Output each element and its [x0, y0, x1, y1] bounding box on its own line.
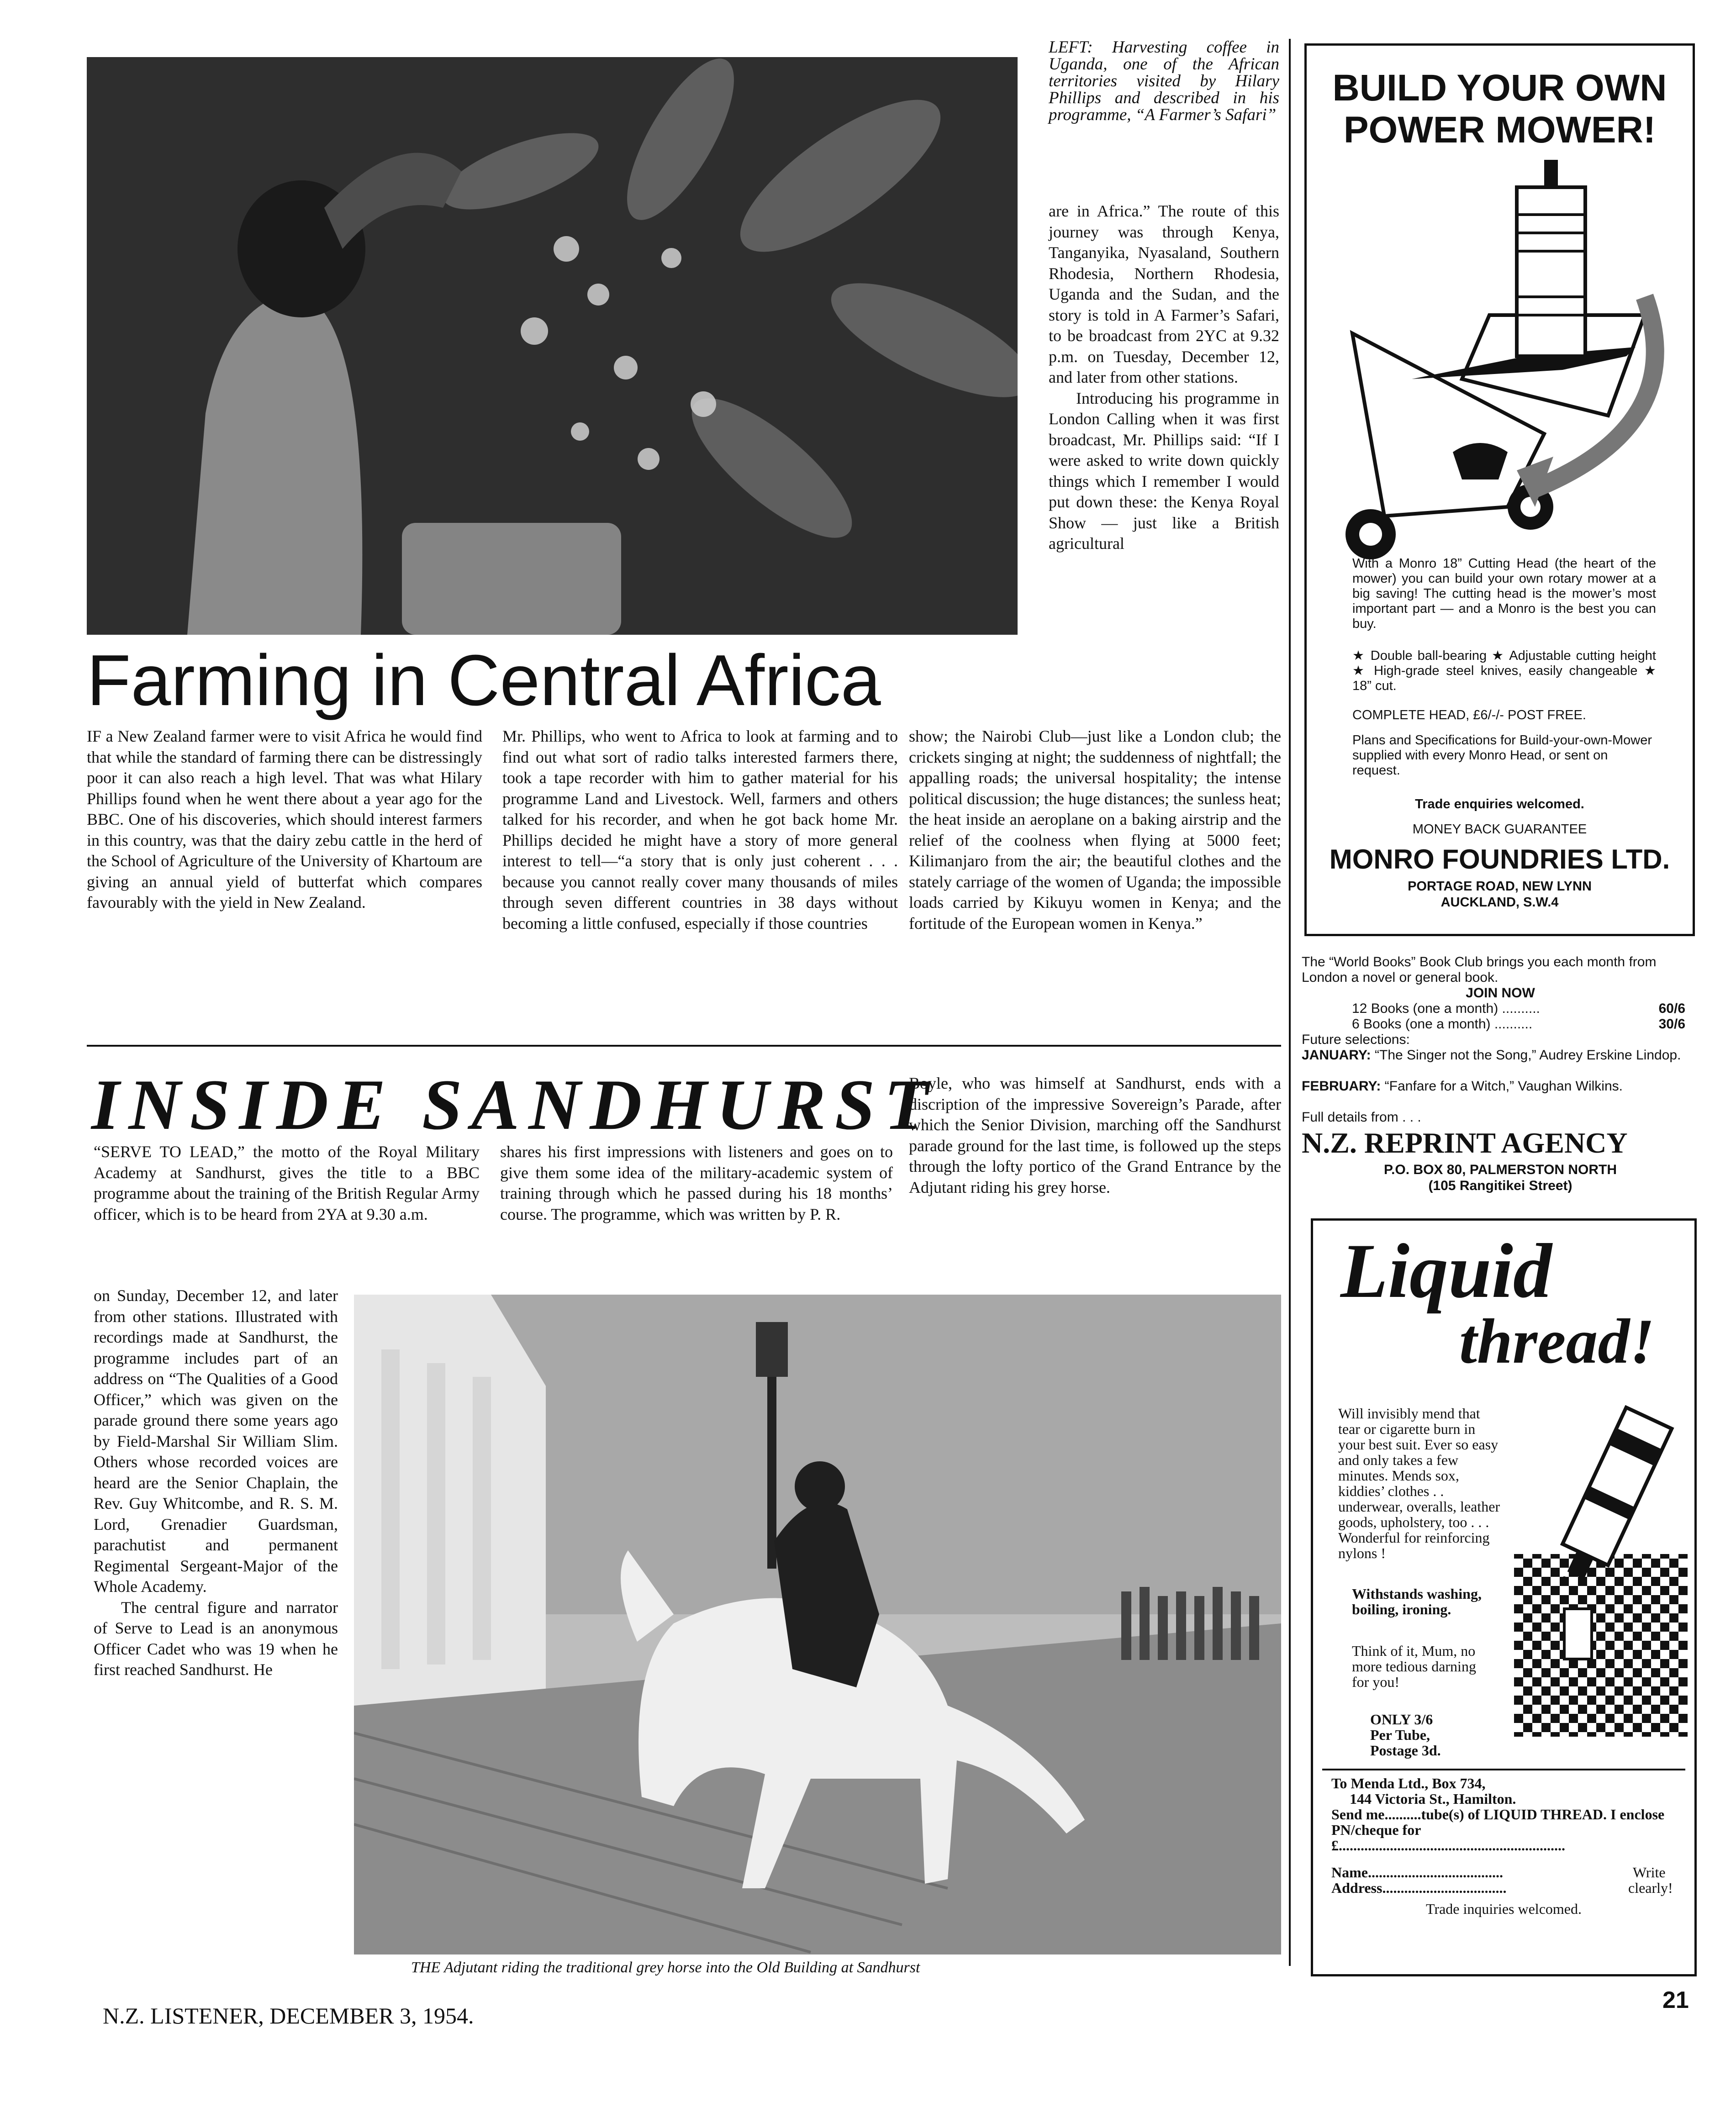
books-offer-1-price: 60/6 [1658, 1001, 1685, 1016]
books-intro: The “World Books” Book Club brings you each month from London a novel or general book. [1302, 954, 1657, 985]
books-offer-2-label: 6 Books (one a month) .......... [1352, 1017, 1533, 1032]
sandhurst-column-2: shares his first impressions with listeners and goes on to give them some idea of the military-academic system of training through which he passed during his 18 months’ course. The programme, which was written by P. R. [500, 1143, 893, 1223]
mower-advertisement [1304, 43, 1695, 936]
liquid-thread-brand-1: Liquid [1340, 1228, 1552, 1314]
books-offer-2 [1352, 1017, 1685, 1032]
books-join: JOIN NOW [1466, 985, 1535, 1001]
books-details: Full details from . . . [1302, 1110, 1421, 1125]
paragraph: are in Africa.” The route of this journey was through Kenya, Tanganyika, Nyasaland, Southern Rhodesia, Northern Rhodesia, Uganda and the Sudan, and the story is told in A Farmer’s Safari, to be broadcast from 2YC at 9.32 p.m. on Tuesday, December 12, and later from other stations. [1049, 202, 1279, 386]
farming-column-2: Mr. Phillips, who went to Africa to look at farming and to find out what sort of radio talks interested farmers there, took a tape recorder with him to gather material for his programme Land and Livestock. Well, farmers and others talked for his recorder, and when he got back home Mr. Phillips decided he might have a story of more general interest to tell—“a story that is only just coherent . . . because you cannot really cover many thousands of miles through seven different countries in 38 days without becoming a little confused, especially if those countries [502, 727, 898, 932]
sandhurst-adjutant-photo [354, 1295, 1281, 1954]
mower-plans: Plans and Specifications for Build-your-own-Mower supplied with every Monro Head, or sent on request. [1352, 733, 1652, 778]
sandhurst-headline: INSIDE SANDHURST [91, 1065, 938, 1145]
books-offer-2-price: 30/6 [1658, 1017, 1685, 1032]
farming-column-1: IF a New Zealand farmer were to visit Africa he would find that while the standard of farming there can be distressingly poor it can also reach a high level. That was what Hilary Phillips found when he went there about a year ago for the BBC. One of his discoveries, which should interest farmers in this country, was that the dairy zebu cattle in the herd of the School of Agriculture of the University of Khartoum are giving an annual yield of butterfat which compares favourably with the yield in New Zealand. [87, 727, 482, 911]
mower-illustration [1316, 160, 1681, 571]
mower-address-1: PORTAGE ROAD, NEW LYNN [1408, 879, 1592, 894]
farming-column-3-top [1049, 201, 1279, 554]
coffee-harvest-photo [87, 57, 1018, 635]
mower-price: COMPLETE HEAD, £6/-/- POST FREE. [1352, 708, 1586, 722]
thread-tube-illustration [1496, 1403, 1688, 1741]
order-write: Write [1633, 1864, 1666, 1881]
books-january [1302, 1048, 1694, 1063]
liquid-thread-price-2: Per Tube, [1370, 1727, 1430, 1743]
books-february-label: FEBRUARY: [1302, 1079, 1381, 1094]
order-line-4: £.............................................................. [1331, 1838, 1565, 1853]
mower-headline-2: POWER MOWER! [1343, 109, 1656, 151]
paragraph: on Sunday, December 12, and later from other stations. Illustrated with recordings made at Sandhurst, the programme includes part of an address on “The Qualities of a Good Officer,” which was given on the parade ground there some years ago by Field-Marshal Sir William Slim. Others whose recorded voices are heard are the Senior Chaplain, the Rev. Guy Whitcombe, and R. S. M. Lord, Grenadier Guardsman, parachutist and permanent Regimental Sergeant-Major of the Whole Academy. [94, 1286, 338, 1596]
mower-features: ★ Double ball-bearing ★ Adjustable cutting height ★ High-grade steel knives, easily changeable ★ 18” cut. [1352, 648, 1656, 693]
order-line-1: To Menda Ltd., Box 734, [1331, 1775, 1486, 1791]
order-line-3: Send me..........tube(s) of LIQUID THREAD. I enclose PN/cheque for [1331, 1806, 1665, 1838]
order-line-2: 144 Victoria St., Hamilton. [1350, 1791, 1516, 1807]
liquid-thread-body: Will invisibly mend that tear or cigarette burn in your best suit. Ever so easy and only takes a few minutes. Mends sox, kiddies’ clothes . . underwear, overalls, leather goods, upholstery, too . . . Wonderful for reinforcing nylons ! [1338, 1405, 1500, 1561]
books-future: Future selections: [1302, 1032, 1410, 1047]
order-address-field: Address.................................. [1331, 1880, 1507, 1896]
page-number: 21 [1662, 1987, 1689, 2013]
books-agency: N.Z. REPRINT AGENCY [1302, 1127, 1628, 1159]
liquid-thread-price-3: Postage 3d. [1370, 1742, 1441, 1759]
books-february [1302, 1079, 1694, 1094]
books-agency-address-1: P.O. BOX 80, PALMERSTON NORTH [1383, 1162, 1617, 1177]
books-advertisement [1302, 954, 1699, 1210]
mower-body: With a Monro 18” Cutting Head (the heart of the mower) you can build your own rotary mower at a big saving! The cutting head is the mower’s most important part — and a Monro is the best you can buy. [1352, 556, 1656, 631]
books-january-text: “The Singer not the Song,” Audrey Erskine Lindop. [1375, 1048, 1681, 1063]
mower-guarantee: MONEY BACK GUARANTEE [1412, 822, 1587, 837]
books-february-text: “Fanfare for a Witch,” Vaughan Wilkins. [1384, 1079, 1623, 1094]
page-masthead: N.Z. LISTENER, DECEMBER 3, 1954. [103, 2003, 474, 2028]
mower-headline-1: BUILD YOUR OWN [1332, 67, 1667, 109]
paragraph: Introducing his programme in London Calling when it was first broadcast, Mr. Phillips said: “If I were asked to write down quickly things which I remember I would put down these: the Kenya Royal Show — just like a British agricultural [1049, 389, 1279, 553]
liquid-thread-price-1: ONLY 3/6 [1370, 1711, 1433, 1728]
column-rule [1289, 39, 1291, 1966]
sandhurst-photo-caption: THE Adjutant riding the traditional grey horse into the Old Building at Sandhurst [411, 1959, 920, 1976]
section-divider [87, 1045, 1281, 1047]
sandhurst-column-1-top: “SERVE TO LEAD,” the motto of the Royal Military Academy at Sandhurst, gives the title to a BBC programme about the training of the British Regular Army officer, which is to be heard from 2YA at 9.30 a.m. [94, 1143, 480, 1223]
order-clearly: clearly! [1628, 1880, 1673, 1896]
mower-company: MONRO FOUNDRIES LTD. [1329, 844, 1670, 875]
books-offer-1 [1352, 1001, 1685, 1017]
sandhurst-column-3: Boyle, who was himself at Sandhurst, ends with a discription of the impressive Sovereign’s Parade, after which the Senior Division, marching off the Sandhurst parade ground for the last time, is followed up the steps through the lofty portico of the Grand Entrance by the Adjutant riding his grey horse. [909, 1074, 1281, 1196]
mower-address-2: AUCKLAND, S.W.4 [1441, 895, 1559, 910]
farming-headline: Farming in Central Africa [87, 640, 881, 721]
liquid-thread-advertisement [1311, 1218, 1697, 1976]
mower-trade: Trade enquiries welcomed. [1415, 797, 1584, 811]
order-name-field: Name..................................... [1331, 1864, 1503, 1881]
books-offer-1-label: 12 Books (one a month) .......... [1352, 1001, 1540, 1016]
books-agency-address-2: (105 Rangitikei Street) [1428, 1178, 1572, 1193]
liquid-thread-brand-2: thread! [1459, 1306, 1655, 1377]
sandhurst-column-1-narrow [94, 1285, 338, 1681]
farming-column-3-bottom: show; the Nairobi Club—just like a London club; the crickets singing at night; the suddenness of nightfall; the appalling roads; the universal hospitality; the intense political discussion; the huge distances; the sunless heat; the heat inside an aeroplane on a baking airstrip and the relief of the coolness when flying at 5000 feet; Kilimanjaro from the air; the beautiful clothes and the stately carriage of the women of Uganda; the impossible loads carried by Kikuyu women in Kenya; and the fortitude of the European women in Kenya.” [909, 727, 1281, 932]
farming-photo-caption: LEFT: Harvesting coffee in Uganda, one of the African territories visited by Hilary Phillips and described in his programme, “A Farmer’s Safari” [1049, 38, 1279, 124]
liquid-thread-trade: Trade inquiries welcomed. [1426, 1901, 1582, 1917]
books-january-label: JANUARY: [1302, 1048, 1371, 1063]
liquid-thread-think: Think of it, Mum, no more tedious darning for you! [1352, 1643, 1476, 1690]
order-divider [1322, 1769, 1685, 1770]
paragraph: The central figure and narrator of Serve to Lead is an anonymous Officer Cadet who was 19 when he first reached Sandhurst. He [94, 1598, 338, 1679]
liquid-thread-withstands: Withstands washing, boiling, ironing. [1352, 1586, 1482, 1617]
